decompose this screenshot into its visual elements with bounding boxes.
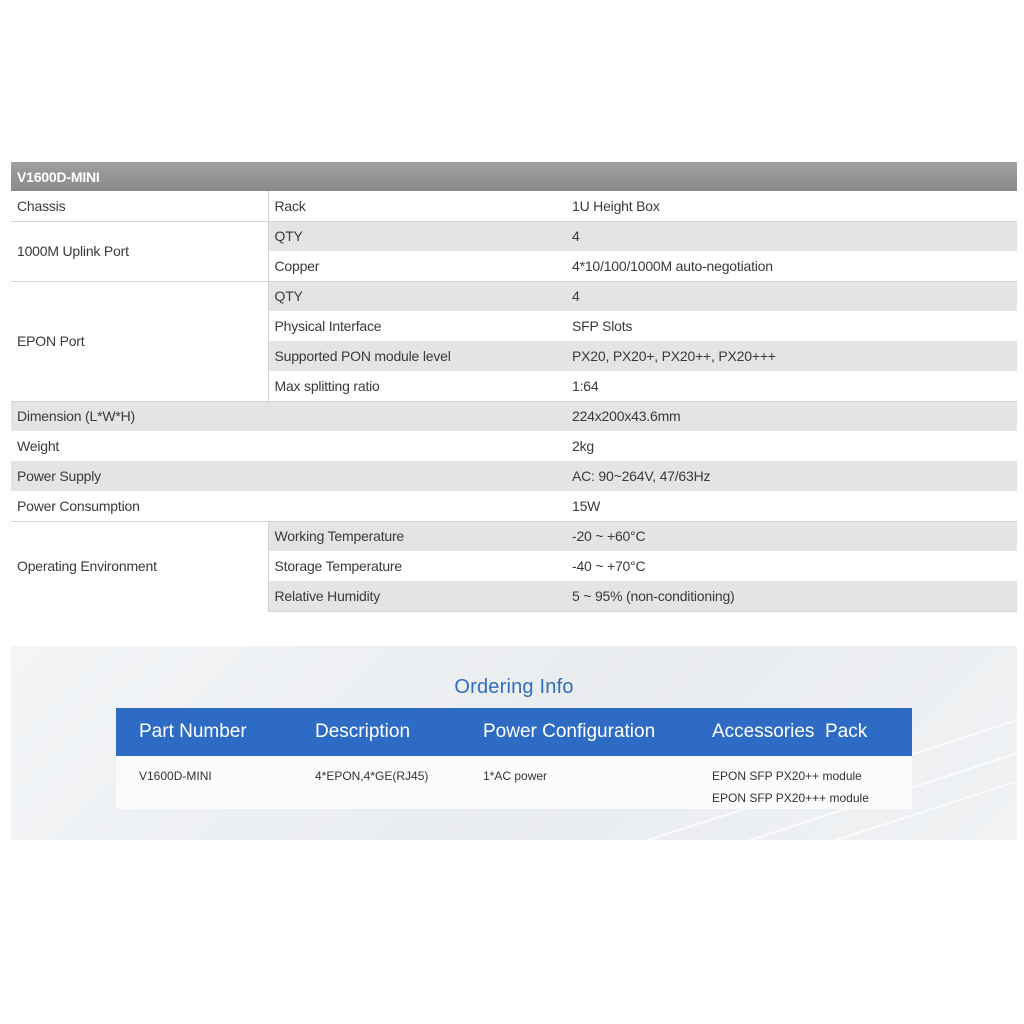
ordering-table-header bbox=[116, 708, 912, 756]
table-row bbox=[11, 461, 1017, 491]
cell-description: 4*EPON,4*GE(RJ45) bbox=[315, 769, 429, 783]
row-value: 4 bbox=[566, 221, 1017, 251]
row-value: 1:64 bbox=[566, 371, 1017, 401]
row-label-power-consumption: Power Consumption bbox=[11, 491, 566, 521]
row-key: Supported PON module level bbox=[268, 341, 566, 371]
table-row bbox=[11, 431, 1017, 461]
table-row bbox=[11, 221, 1017, 251]
row-label-dimension: Dimension (L*W*H) bbox=[11, 401, 566, 431]
cell-part-number: V1600D-MINI bbox=[139, 769, 212, 783]
row-value: AC: 90~264V, 47/63Hz bbox=[566, 461, 1017, 491]
table-row bbox=[11, 491, 1017, 521]
row-label-uplink: 1000M Uplink Port bbox=[11, 221, 268, 281]
row-value: PX20, PX20+, PX20++, PX20+++ bbox=[566, 341, 1017, 371]
row-value: 5 ~ 95% (non-conditioning) bbox=[566, 581, 1017, 611]
row-value: 4*10/100/1000M auto-negotiation bbox=[566, 251, 1017, 281]
header-accessories-pack: Accessories Pack bbox=[712, 721, 868, 742]
row-label-epon: EPON Port bbox=[11, 281, 268, 401]
table-row bbox=[11, 281, 1017, 311]
row-label-power-supply: Power Supply bbox=[11, 461, 566, 491]
ordering-table bbox=[116, 708, 912, 809]
row-key: Rack bbox=[268, 191, 566, 221]
row-key: QTY bbox=[268, 221, 566, 251]
row-value: 1U Height Box bbox=[566, 191, 1017, 221]
cell-power: 1*AC power bbox=[483, 769, 548, 783]
cell-accessory: EPON SFP PX20+++ module bbox=[712, 791, 869, 805]
row-key: Copper bbox=[268, 251, 566, 281]
table-row bbox=[11, 521, 1017, 551]
row-label-environment: Operating Environment bbox=[11, 521, 268, 611]
row-key: Max splitting ratio bbox=[268, 371, 566, 401]
spec-table-title: V1600D-MINI bbox=[11, 162, 1017, 191]
row-key: Working Temperature bbox=[268, 521, 566, 551]
table-row bbox=[11, 401, 1017, 431]
spec-table bbox=[11, 162, 1017, 612]
ordering-info-panel bbox=[11, 646, 1017, 840]
row-value: 4 bbox=[566, 281, 1017, 311]
row-value: 224x200x43.6mm bbox=[566, 401, 1017, 431]
row-value: 2kg bbox=[566, 431, 1017, 461]
row-key: QTY bbox=[268, 281, 566, 311]
table-row bbox=[11, 191, 1017, 221]
ordering-info-title: Ordering Info bbox=[454, 676, 574, 698]
row-key: Storage Temperature bbox=[268, 551, 566, 581]
row-value: 15W bbox=[566, 491, 1017, 521]
header-part-number: Part Number bbox=[139, 721, 247, 742]
row-value: -20 ~ +60°C bbox=[566, 521, 1017, 551]
row-label-weight: Weight bbox=[11, 431, 566, 461]
header-power-configuration: Power Configuration bbox=[483, 721, 656, 742]
row-label-chassis: Chassis bbox=[11, 191, 268, 221]
cell-accessory: EPON SFP PX20++ module bbox=[712, 769, 862, 783]
row-key: Physical Interface bbox=[268, 311, 566, 341]
row-value: -40 ~ +70°C bbox=[566, 551, 1017, 581]
row-value: SFP Slots bbox=[566, 311, 1017, 341]
header-description: Description bbox=[315, 721, 411, 742]
row-key: Relative Humidity bbox=[268, 581, 566, 611]
